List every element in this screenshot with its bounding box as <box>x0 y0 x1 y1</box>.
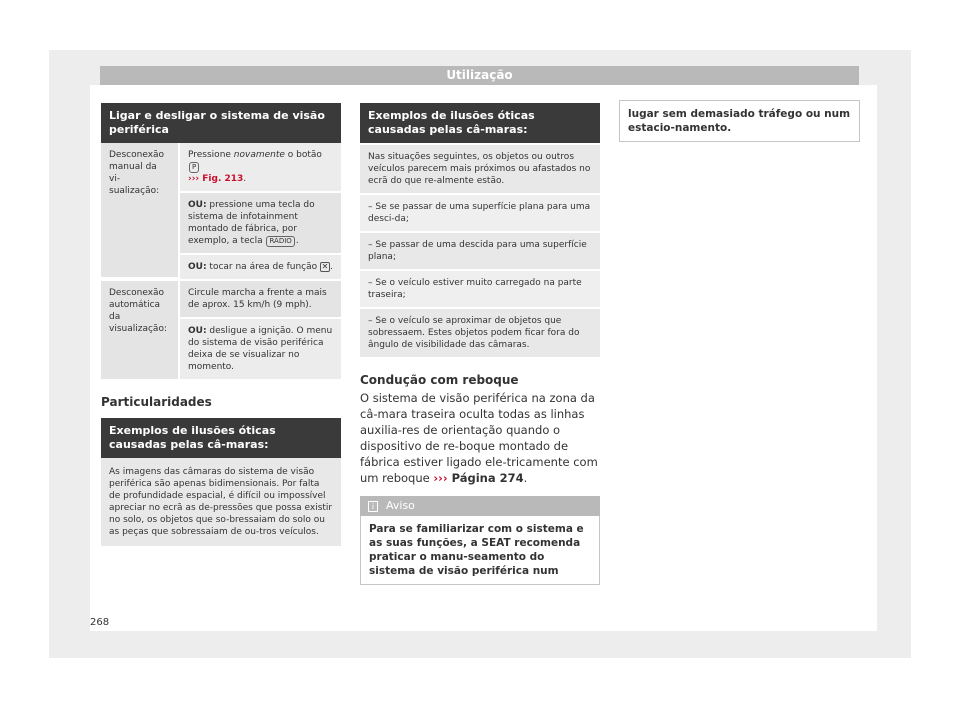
close-function-icon: ✕ <box>321 262 329 271</box>
ref-arrow-icon: ››› <box>433 471 448 485</box>
ou-label: OU: <box>188 200 207 210</box>
cell-text: o botão <box>284 150 322 160</box>
period: . <box>523 471 528 485</box>
cell-emphasis: novamente <box>233 150 285 160</box>
page-number: 268 <box>90 617 110 628</box>
list-item: – Se o veículo estiver muito carregado na parte traseira; <box>360 271 600 307</box>
right-column <box>619 100 860 142</box>
cell-text: Pressione <box>188 150 234 160</box>
illusions-box-text: As imagens das câmaras do sistema de visão periférica são apenas bidimensionais. Por falta de profundidade espacial, é difícil ou impossível apreciar no ecrã as de-pressões que possa existir no solo, os objetos que so-bressaiam do solo ou as peças que sobressaiam de ou-tros veículos. <box>101 458 341 546</box>
period: . <box>243 174 247 184</box>
info-icon: i <box>368 501 378 512</box>
list-item: – Se passar de uma descida para uma superfície plana; <box>360 233 600 269</box>
paragraph-text: O sistema de visão periférica na zona da câ-mara traseira oculta todas as linhas auxilia-res de orientação quando o dispositivo de re-boque montado de fábrica estiver ligado ele-tricamente com um reboque <box>360 391 598 485</box>
period: . <box>295 236 299 246</box>
cell-text: pressione uma tecla do sistema de infotainment montado de fábrica, por exemplo, a tecla <box>188 200 315 246</box>
aviso-continued-text: lugar sem demasiado tráfego ou num estacio-namento. <box>619 100 860 142</box>
ou-label: OU: <box>188 326 207 336</box>
towing-heading: Condução com reboque <box>360 373 519 387</box>
aviso-header <box>360 496 600 516</box>
table-cell <box>178 319 341 379</box>
illusions-box-title: Exemplos de ilusões óticas causadas pelas câ-maras: <box>101 418 341 458</box>
table-cell: Circule marcha a frente a mais de aprox. 15 km/h (9 mph). <box>178 281 341 319</box>
particularidades-heading: Particularidades <box>101 395 212 409</box>
parking-button-icon: P <box>189 162 199 173</box>
table-title: Ligar e desligar o sistema de visão periférica <box>101 103 341 143</box>
list-item: Nas situações seguintes, os objetos ou outros veículos parecem mais próximos ou afastados no ecrã do que re-almente estão. <box>360 145 600 193</box>
manual-disconnect-label: Desconexão manual da vi-sualização: <box>101 143 178 281</box>
towing-paragraph <box>360 390 600 486</box>
section-header: Utilização <box>100 66 859 85</box>
page-reference-link[interactable]: Página 274 <box>447 471 524 485</box>
on-off-table <box>101 143 341 379</box>
aviso-text: Para se familiarizar com o sistema e as suas funções, a SEAT recomenda praticar o manu-seamento do sistema de visão periférica num <box>360 516 600 585</box>
figure-reference-link[interactable]: Fig. 213 <box>199 174 244 184</box>
table-cell <box>178 143 341 193</box>
aviso-box <box>360 496 600 585</box>
left-column <box>101 103 341 546</box>
radio-key-icon: RÁDIO <box>266 236 294 247</box>
list-item: – Se o veículo se aproximar de objetos que sobressaem. Estes objetos podem ficar fora do ângulo de visibilidade das câmaras. <box>360 309 600 357</box>
automatic-disconnect-label: Desconexão automática da visualização: <box>101 281 178 379</box>
cell-text: tocar na área de função <box>206 262 318 272</box>
ref-arrow-icon: ››› <box>188 174 200 184</box>
list-item: – Se se passar de uma superfície plana para uma desci-da; <box>360 195 600 231</box>
aviso-title: Aviso <box>386 499 415 512</box>
illusions-box-title: Exemplos de ilusões óticas causadas pelas câ-maras: <box>360 103 600 143</box>
period: . <box>330 262 333 272</box>
cell-text: desligue a ignição. O menu do sistema de visão periférica deixa de se visualizar no momento. <box>188 326 333 372</box>
middle-column <box>360 103 600 585</box>
table-cell <box>178 255 341 281</box>
table-cell <box>178 193 341 255</box>
ou-label: OU: <box>188 262 207 272</box>
